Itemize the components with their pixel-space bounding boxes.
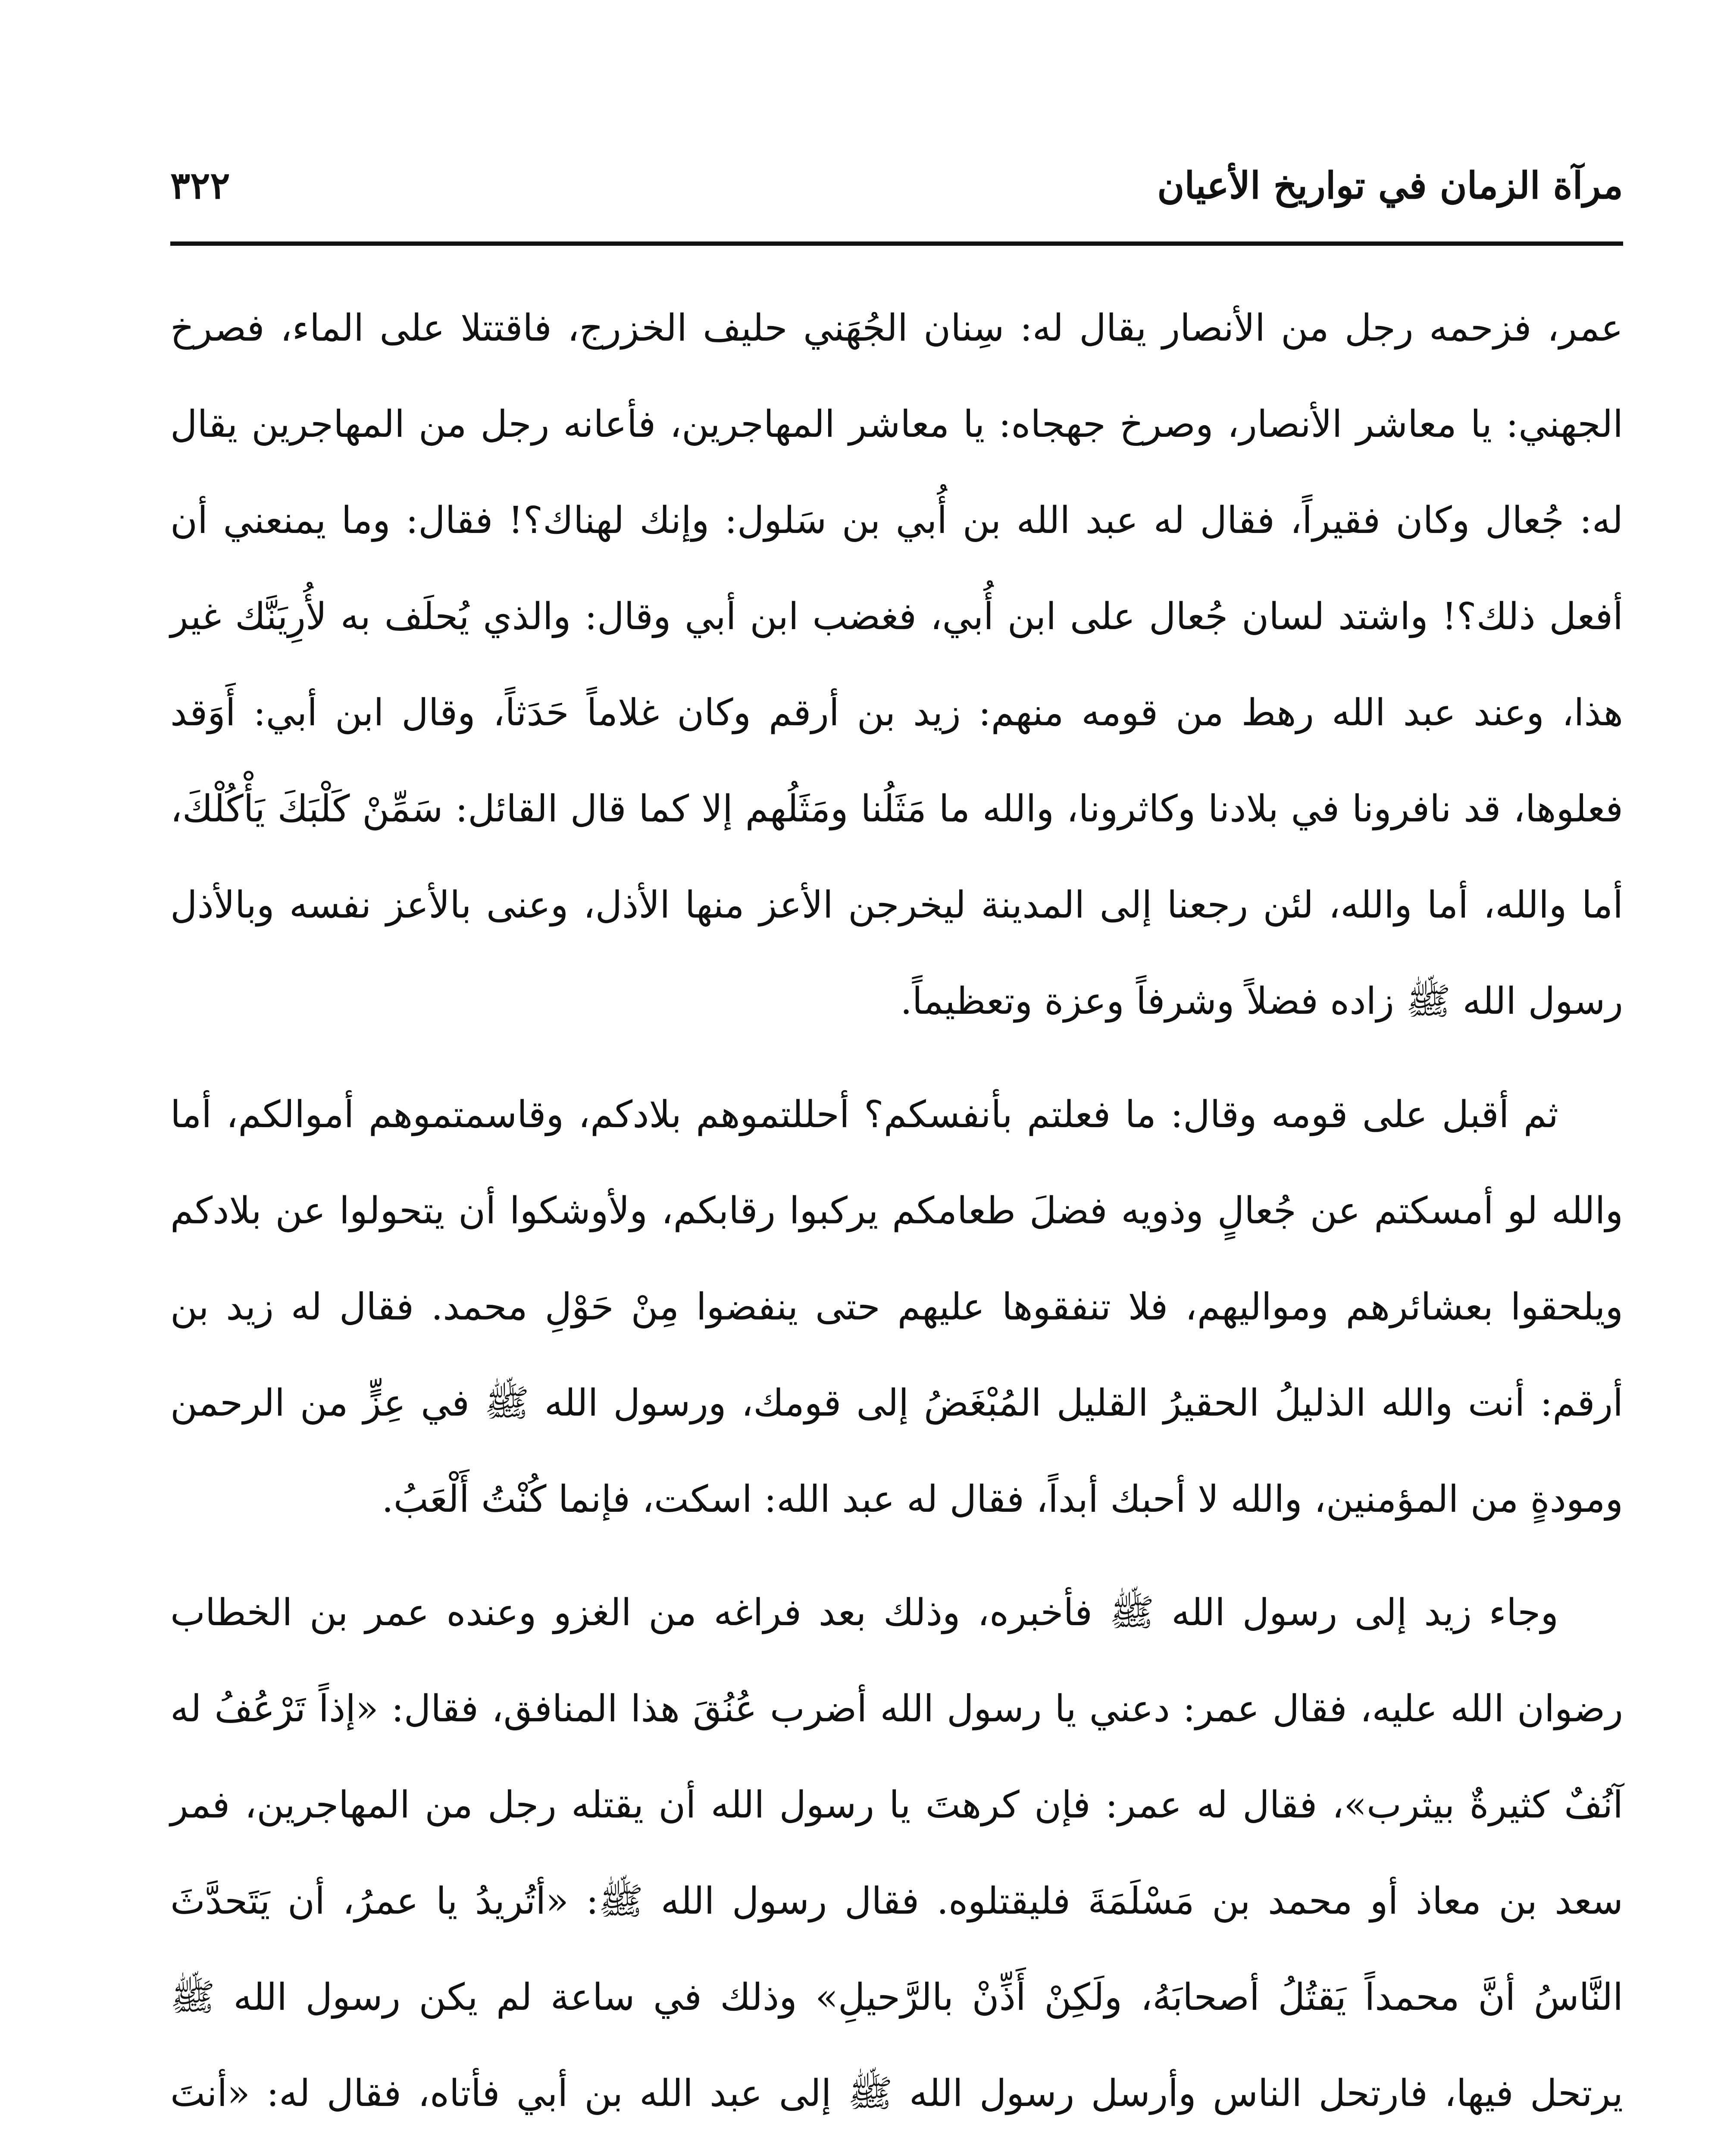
paragraph-2: ثم أقبل على قومه وقال: ما فعلتم بأنفسكم؟ أحللتموهم بلادكم، وقاسمتموهم أموالكم، أما والله لو أمسكتم عن جُعالٍ وذويه فضلَ طعامكم يركبوا رقابكم، ولأوشكوا أن يتحولوا عن بلادكم ويلحقوا بعشائرهم ومواليهم، فلا تنفقوها عليهم حتى ينفضوا مِنْ حَوْلِ محمد. فقال له زيد بن أرقم: أنت والله الذليلُ الحقيرُ القليل المُبْغَضُ إلى قومك، ورسول الله ﷺ في عِزٍّ من الرحمن ومودةٍ من المؤمنين، والله لا أحبك أبداً، فقال له عبد الله: اسكت، فإنما كُنْتُ أَلْعَبُ. xyxy=(170,1093,1623,1521)
running-title: مرآة الزمان في تواريخ الأعيان xyxy=(1157,164,1623,207)
page-header xyxy=(170,155,1623,233)
paragraph-1: عمر، فزحمه رجل من الأنصار يقال له: سِنان الجُهَني حليف الخزرج، فاقتتلا على الماء، فصرخ الجهني: يا معاشر الأنصار، وصرخ جهجاه: يا معاشر المهاجرين، فأعانه رجل من المهاجرين يقال له: جُعال وكان فقيراً، فقال له عبد الله بن أُبي بن سَلول: وإنك لهناك؟! فقال: وما يمنعني أن أفعل ذلك؟! واشتد لسان جُعال على ابن أُبي، فغضب ابن أبي وقال: والذي يُحلَف به لأُرِيَنَّك غير هذا، وعند عبد الله رهط من قومه منهم: زيد بن أرقم وكان غلاماً حَدَثاً، وقال ابن أبي: أَوَقد فعلوها، قد نافرونا في بلادنا وكاثرونا، والله ما مَثَلُنا ومَثَلُهم إلا كما قال القائل: سَمِّنْ كَلْبَكَ يَأْكُلْكَ، أما والله، أما والله، لئن رجعنا إلى المدينة ليخرجن الأعز منها الأذل، وعنى بالأعز نفسه وبالأذل رسول الله ﷺ زاده فضلاً وشرفاً وعزة وتعظيماً. xyxy=(170,307,1624,1023)
body-text xyxy=(170,280,1623,2156)
paragraph-3: وجاء زيد إلى رسول الله ﷺ فأخبره، وذلك بعد فراغه من الغزو وعنده عمر بن الخطاب رضوان الله عليه، فقال عمر: دعني يا رسول الله أضرب عُنُقَ هذا المنافق، فقال: «إذاً تَرْعُفُ له آنُفٌ كثيرةٌ بيثرب»، فقال له عمر: فإن كرهتَ يا رسول الله أن يقتله رجل من المهاجرين، فمر سعد بن معاذ أو محمد بن مَسْلَمَةَ فليقتلوه. فقال رسول الله ﷺ: «أتُريدُ يا عمرُ، أن يَتَحدَّثَ النَّاسُ أنَّ محمداً يَقتُلُ أصحابَهُ، ولَكِنْ أَذِّنْ بالرَّحيلِ» وذلك في ساعة لم يكن رسول الله ﷺ يرتحل فيها، فارتحل الناس وأرسل رسول الله ﷺ إلى عبد الله بن أبي فأتاه، فقال له: «أنتَ xyxy=(170,1591,1623,2115)
page-number: ٣٢٢ xyxy=(170,164,230,207)
header-divider xyxy=(170,241,1623,246)
